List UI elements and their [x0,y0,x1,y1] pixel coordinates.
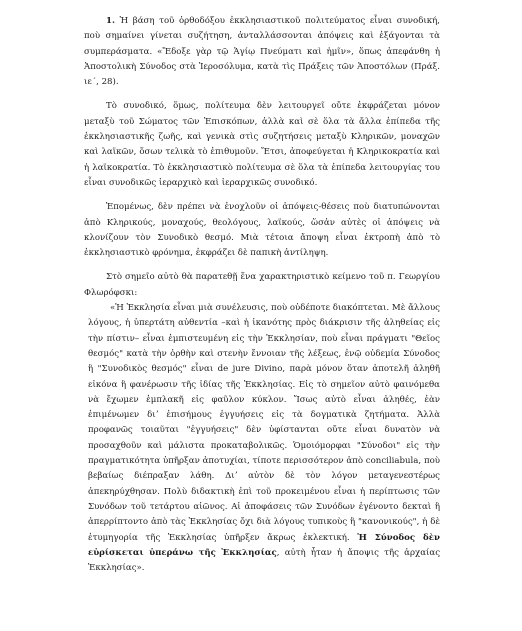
paragraph-number: 1. [106,16,115,26]
paragraph-2: Τὸ συνοδικό, ὅμως, πολίτευμα δὲν λειτουργεῖ οὔτε ἐκφράζεται μόνον μεταξὺ τοῦ Σώματος τῶν Ἐπισκόπων, ἀλλὰ καὶ σὲ ὅλα τὰ ἄλλα ἐπίπεδα τῆς ἐκκλησιαστικῆς ζωῆς, καὶ γενικὰ στὶς συζητήσεις μεταξὺ Κληρικῶν, μοναχῶν καὶ λαϊκῶν, ὅσων τελικὰ τὸ ἐπιθυμοῦν. Ἔτσι, ἀποφεύγεται ἡ Κληρικοκρατία καὶ ἡ λαϊκοκρατία. Τὸ ἐκκλησιαστικὸ πολίτευμα σὲ ὅλα τὰ ἐπίπεδα λειτουργίας του εἶναι συνοδικῶς ἱεραρχικὸ καὶ ἱεραρχικῶς συνοδικό. [84,101,440,188]
quote-text: «Ἡ Ἐκκλησία εἶναι μιὰ συνέλευσις, ποὺ οὐδέποτε διακόπτεται. Μὲ ἄλλους λόγους, ἡ ὑπερτάτη αὐθεντία –καὶ ἡ ἱκανότης πρὸς διάκρισιν τῆς ἀληθείας εἰς τὴν πίστιν– εἶναι ἐμπιστευμένη εἰς τὴν Ἐκκλησίαν, ποὺ εἶναι πράγματι "Θεῖος θεσμός" κατὰ τὴν ὀρθὴν καὶ στενὴν ἔννοιαν τῆς λέξεως, ἐνῷ οὐδεμία Σύνοδος ἢ "Συνοδικὸς θεσμός" εἶναι de jure Divino, παρὰ μόνον ὅταν ἀποτελῆ ἀληθῆ εἰκόνα ἢ φανέρωσιν τῆς ἰδίας τῆς Ἐκκλησίας. Εἰς τὸ σημεῖον αὐτὸ φαινόμεθα νὰ ἔχωμεν ἐμπλακῆ εἰς φαῦλον κύκλον. Ἴσως αὐτὸ εἶναι ἀληθές, ἐὰν ἐπιμένωμεν διʼ ἐπισήμους ἐγγυήσεις εἰς τὰ δογματικὰ ζητήματα. Ἀλλὰ προφανῶς τοιαῦται "ἐγγυήσεις" δὲν ὑφίστανται οὔτε εἶναι δυνατὸν νὰ προσαχθοῦν καὶ μάλιστα προκαταβολικῶς. Ὁμοιόμορφαι "Σύνοδοι" εἰς τὴν πραγματικότητα ὑπῆρξαν ἀποτυχίαι, τίποτε περισσότερον ἀπὸ conciliabula, ποὺ βεβαίως διέπραξαν λάθη. Διʼ αὐτὸν δὲ τὸν λόγον μεταγενεστέρως ἀπεκηρύχθησαν. Πολὺ διδακτικὴ ἐπὶ τοῦ προκειμένου εἶναι ἡ περίπτωσις τῶν Συνόδων τοῦ τετάρτου αἰῶνος. Αἱ ἀποφάσεις τῶν Συνόδων ἐγένοντο δεκταὶ ἢ ἀπερρίπτοντο ἀπὸ τὰς Ἐκκλησίας ὄχι διὰ λόγους τυπικοὺς ἢ "κανονικούς", ἡ δὲ ἐτυμηγορία τῆς Ἐκκλησίας ὑπῆρξεν ἄκρως ἐκλεκτική. [88,303,440,543]
quote-ending: , αὐτὴ ἦταν ἡ ἄποψις τῆς ἀρχαίας Ἐκκλησίας». [88,547,441,574]
florovsky-quote [88,301,440,576]
paragraph-1-text: Ἡ βάση τοῦ ὀρθοδόξου ἐκκλησιαστικοῦ πολιτεύματος εἶναι συνοδική, ποὺ σημαίνει γίνεται συζήτηση, ἀνταλλάσσονται ἀπόψεις καὶ ἐξάγονται τὰ συμπεράσματα. «Ἔδοξε γὰρ τῷ Ἁγίῳ Πνεύματι καὶ ἡμῖν», ὅπως ἀπεφάνθη ἡ Ἀποστολικὴ Σύνοδος στὰ Ἰεροσόλυμα, κατὰ τὶς Πράξεις τῶν Ἀποστόλων (Πράξ. ιε΄, 28). [84,16,440,88]
paragraph-4: Στὸ σημεῖο αὐτὸ θὰ παρατεθῇ ἕνα χαρακτηριστικὸ κείμενο τοῦ π. Γεωργίου Φλωρόφσκι: [84,272,440,298]
document-body [84,14,440,576]
quote-bold-phrase: Ἡ Σύνοδος δὲν εὑρίσκεται ὑπεράνω τῆς Ἐκκλησίας [88,532,440,558]
paragraph-1 [84,14,440,90]
paragraph-3: Ἑπομένως, δὲν πρέπει νὰ ἐνοχλοῦν οἱ ἀπόψεις-θέσεις ποὺ διατυπώνονται ἀπὸ Κληρικούς, μοναχούς, θεολόγους, λαϊκούς, ὥσἀν αὐτὲς οἱ ἀπόψεις νὰ κλονίζουν τὸν Συνοδικὸ θεσμό. Μιὰ τέτοια ἄποψη εἶναι ἐκτροπὴ ἀπὸ τὸ ἐκκλησιαστικὸ φρόνημα, ἐκφράζει δὲ παπικὴ ἀντίληψη. [84,202,440,259]
